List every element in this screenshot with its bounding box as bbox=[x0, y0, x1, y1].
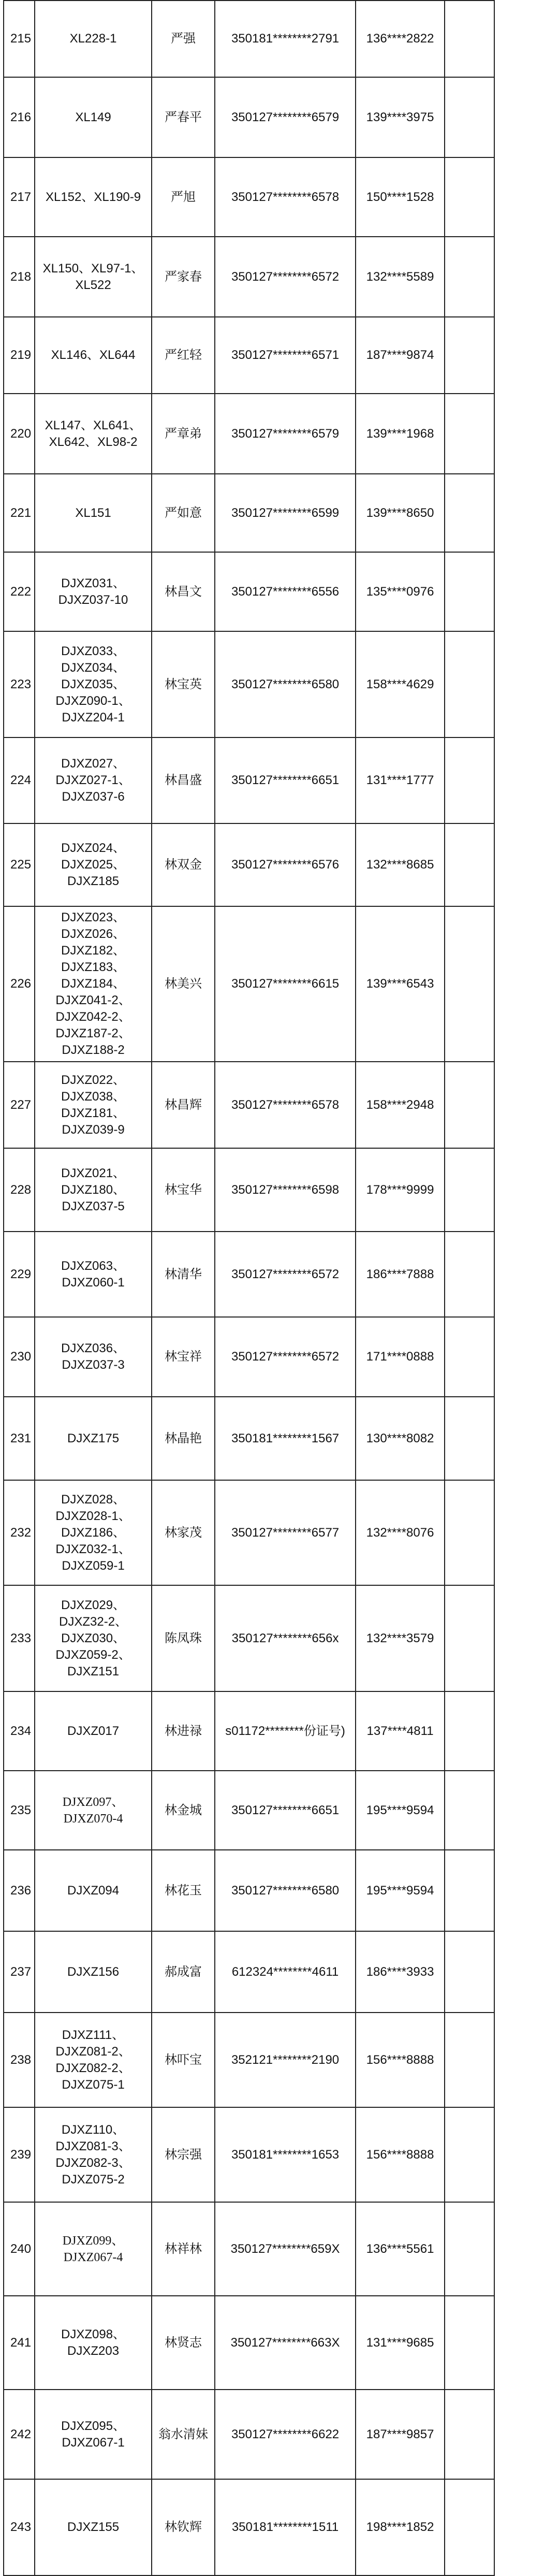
holder-name-cell: 林金城 bbox=[152, 1771, 215, 1850]
phone-cell: 187****9857 bbox=[356, 2390, 445, 2479]
row-number-cell: 243 bbox=[4, 2479, 35, 2575]
row-number-cell: 222 bbox=[4, 552, 35, 631]
phone-cell: 135****0976 bbox=[356, 552, 445, 631]
id-number-cell: 350127********663X bbox=[215, 2296, 356, 2390]
holder-name-cell: 林美兴 bbox=[152, 906, 215, 1062]
phone-cell: 156****8888 bbox=[356, 2107, 445, 2202]
lot-codes-cell: DJXZ023、 DJXZ026、 DJXZ182、 DJXZ183、 DJXZ184、 DJXZ041-2、 DJXZ042-2、 DJXZ187-2、 DJXZ188-2 bbox=[35, 906, 152, 1062]
lot-codes-cell: DJXZ033、 DJXZ034、 DJXZ035、 DJXZ090-1、 DJXZ204-1 bbox=[35, 631, 152, 737]
row-number-cell: 237 bbox=[4, 1931, 35, 2013]
holder-name-cell: 林双金 bbox=[152, 823, 215, 906]
table-row bbox=[4, 77, 494, 157]
table-row bbox=[4, 1480, 494, 1585]
remark-cell bbox=[445, 1148, 494, 1232]
id-number-cell: 350127********659X bbox=[215, 2202, 356, 2296]
remark-cell bbox=[445, 317, 494, 394]
holder-name-cell: 严强 bbox=[152, 1, 215, 77]
remark-cell bbox=[445, 1, 494, 77]
lot-codes-cell: DJXZ063、 DJXZ060-1 bbox=[35, 1232, 152, 1317]
remark-cell bbox=[445, 2296, 494, 2390]
lot-codes-cell: DJXZ028、 DJXZ028-1、 DJXZ186、 DJXZ032-1、 DJXZ059-1 bbox=[35, 1480, 152, 1585]
holder-name-cell: 严春平 bbox=[152, 77, 215, 157]
remark-cell bbox=[445, 2013, 494, 2107]
table-row bbox=[4, 1317, 494, 1397]
phone-cell: 139****8650 bbox=[356, 474, 445, 552]
id-number-cell: 350127********6576 bbox=[215, 823, 356, 906]
holder-name-cell: 林昌文 bbox=[152, 552, 215, 631]
remark-cell bbox=[445, 1691, 494, 1771]
holder-name-cell: 林晶艳 bbox=[152, 1397, 215, 1480]
table-row bbox=[4, 1691, 494, 1771]
id-number-cell: 350127********6571 bbox=[215, 317, 356, 394]
lot-codes-cell: DJXZ097、 DJXZ070-4 bbox=[35, 1771, 152, 1850]
lot-codes-cell: XL147、XL641、 XL642、XL98-2 bbox=[35, 394, 152, 474]
id-number-cell: 350127********6578 bbox=[215, 157, 356, 237]
lot-codes-cell: DJXZ110、 DJXZ081-3、 DJXZ082-3、 DJXZ075-2 bbox=[35, 2107, 152, 2202]
row-number-cell: 215 bbox=[4, 1, 35, 77]
id-number-cell: 350127********6572 bbox=[215, 237, 356, 317]
table-row bbox=[4, 1850, 494, 1931]
holder-name-cell: 林钦辉 bbox=[152, 2479, 215, 2575]
table-row bbox=[4, 1931, 494, 2013]
holder-name-cell: 林家茂 bbox=[152, 1480, 215, 1585]
phone-cell: 130****8082 bbox=[356, 1397, 445, 1480]
remark-cell bbox=[445, 1771, 494, 1850]
holder-name-cell: 严旭 bbox=[152, 157, 215, 237]
phone-cell: 131****9685 bbox=[356, 2296, 445, 2390]
holder-name-cell: 林清华 bbox=[152, 1232, 215, 1317]
row-number-cell: 226 bbox=[4, 906, 35, 1062]
table-row bbox=[4, 1771, 494, 1850]
phone-cell: 137****4811 bbox=[356, 1691, 445, 1771]
lot-codes-cell: DJXZ098、 DJXZ203 bbox=[35, 2296, 152, 2390]
table-row bbox=[4, 1, 494, 77]
holder-name-cell: 陈凤珠 bbox=[152, 1585, 215, 1691]
table-row bbox=[4, 2296, 494, 2390]
row-number-cell: 236 bbox=[4, 1850, 35, 1931]
phone-cell: 132****8685 bbox=[356, 823, 445, 906]
table-row bbox=[4, 474, 494, 552]
landholder-table bbox=[3, 0, 495, 2576]
lot-codes-cell: DJXZ156 bbox=[35, 1931, 152, 2013]
id-number-cell: 350127********6578 bbox=[215, 1062, 356, 1148]
table-row bbox=[4, 2390, 494, 2479]
remark-cell bbox=[445, 737, 494, 823]
holder-name-cell: 严红轻 bbox=[152, 317, 215, 394]
remark-cell bbox=[445, 1850, 494, 1931]
row-number-cell: 241 bbox=[4, 2296, 35, 2390]
table-row bbox=[4, 1148, 494, 1232]
row-number-cell: 239 bbox=[4, 2107, 35, 2202]
remark-cell bbox=[445, 1062, 494, 1148]
row-number-cell: 228 bbox=[4, 1148, 35, 1232]
table-row bbox=[4, 1397, 494, 1480]
phone-cell: 139****6543 bbox=[356, 906, 445, 1062]
lot-codes-cell: XL151 bbox=[35, 474, 152, 552]
table-row bbox=[4, 1585, 494, 1691]
table-row bbox=[4, 1232, 494, 1317]
phone-cell: 178****9999 bbox=[356, 1148, 445, 1232]
lot-codes-cell: DJXZ095、 DJXZ067-1 bbox=[35, 2390, 152, 2479]
row-number-cell: 232 bbox=[4, 1480, 35, 1585]
phone-cell: 136****5561 bbox=[356, 2202, 445, 2296]
remark-cell bbox=[445, 2107, 494, 2202]
holder-name-cell: 林昌盛 bbox=[152, 737, 215, 823]
id-number-cell: 350127********6615 bbox=[215, 906, 356, 1062]
table-body bbox=[4, 1, 494, 2575]
table-row bbox=[4, 2479, 494, 2575]
id-number-cell: 350181********1511 bbox=[215, 2479, 356, 2575]
holder-name-cell: 林宗强 bbox=[152, 2107, 215, 2202]
remark-cell bbox=[445, 2479, 494, 2575]
phone-cell: 139****3975 bbox=[356, 77, 445, 157]
remark-cell bbox=[445, 823, 494, 906]
holder-name-cell: 林贤志 bbox=[152, 2296, 215, 2390]
id-number-cell: 350127********6556 bbox=[215, 552, 356, 631]
lot-codes-cell: DJXZ022、 DJXZ038、 DJXZ181、 DJXZ039-9 bbox=[35, 1062, 152, 1148]
id-number-cell: 350127********6599 bbox=[215, 474, 356, 552]
row-number-cell: 223 bbox=[4, 631, 35, 737]
id-number-cell: 350127********6579 bbox=[215, 77, 356, 157]
table-row bbox=[4, 394, 494, 474]
id-number-cell: 350127********6577 bbox=[215, 1480, 356, 1585]
phone-cell: 186****7888 bbox=[356, 1232, 445, 1317]
phone-cell: 186****3933 bbox=[356, 1931, 445, 2013]
phone-cell: 158****4629 bbox=[356, 631, 445, 737]
remark-cell bbox=[445, 2202, 494, 2296]
id-number-cell: 612324********4611 bbox=[215, 1931, 356, 2013]
row-number-cell: 234 bbox=[4, 1691, 35, 1771]
holder-name-cell: 严如意 bbox=[152, 474, 215, 552]
row-number-cell: 218 bbox=[4, 237, 35, 317]
remark-cell bbox=[445, 1480, 494, 1585]
lot-codes-cell: XL150、XL97-1、 XL522 bbox=[35, 237, 152, 317]
id-number-cell: 350127********6651 bbox=[215, 1771, 356, 1850]
id-number-cell: 350127********6572 bbox=[215, 1317, 356, 1397]
id-number-cell: 350127********6572 bbox=[215, 1232, 356, 1317]
holder-name-cell: 郝成富 bbox=[152, 1931, 215, 2013]
id-number-cell: 350127********6580 bbox=[215, 1850, 356, 1931]
phone-cell: 198****1852 bbox=[356, 2479, 445, 2575]
row-number-cell: 231 bbox=[4, 1397, 35, 1480]
id-number-cell: 350127********6579 bbox=[215, 394, 356, 474]
id-number-cell: s01172********份证号) bbox=[215, 1691, 356, 1771]
table-row bbox=[4, 157, 494, 237]
table-row bbox=[4, 2013, 494, 2107]
row-number-cell: 225 bbox=[4, 823, 35, 906]
table-row bbox=[4, 2202, 494, 2296]
table-row bbox=[4, 317, 494, 394]
phone-cell: 136****2822 bbox=[356, 1, 445, 77]
row-number-cell: 229 bbox=[4, 1232, 35, 1317]
remark-cell bbox=[445, 631, 494, 737]
lot-codes-cell: DJXZ017 bbox=[35, 1691, 152, 1771]
row-number-cell: 216 bbox=[4, 77, 35, 157]
row-number-cell: 233 bbox=[4, 1585, 35, 1691]
phone-cell: 158****2948 bbox=[356, 1062, 445, 1148]
holder-name-cell: 严家春 bbox=[152, 237, 215, 317]
remark-cell bbox=[445, 474, 494, 552]
holder-name-cell: 林花玉 bbox=[152, 1850, 215, 1931]
id-number-cell: 350181********2791 bbox=[215, 1, 356, 77]
remark-cell bbox=[445, 237, 494, 317]
table-row bbox=[4, 906, 494, 1062]
remark-cell bbox=[445, 1317, 494, 1397]
id-number-cell: 350127********6622 bbox=[215, 2390, 356, 2479]
lot-codes-cell: DJXZ029、 DJXZ32-2、 DJXZ030、 DJXZ059-2、 DJXZ151 bbox=[35, 1585, 152, 1691]
lot-codes-cell: DJXZ024、 DJXZ025、 DJXZ185 bbox=[35, 823, 152, 906]
holder-name-cell: 林祥林 bbox=[152, 2202, 215, 2296]
holder-name-cell: 林进禄 bbox=[152, 1691, 215, 1771]
lot-codes-cell: DJXZ094 bbox=[35, 1850, 152, 1931]
lot-codes-cell: DJXZ027、 DJXZ027-1、 DJXZ037-6 bbox=[35, 737, 152, 823]
id-number-cell: 350127********656x bbox=[215, 1585, 356, 1691]
lot-codes-cell: DJXZ099、 DJXZ067-4 bbox=[35, 2202, 152, 2296]
row-number-cell: 240 bbox=[4, 2202, 35, 2296]
holder-name-cell: 林宝华 bbox=[152, 1148, 215, 1232]
lot-codes-cell: DJXZ031、 DJXZ037-10 bbox=[35, 552, 152, 631]
table-row bbox=[4, 823, 494, 906]
phone-cell: 195****9594 bbox=[356, 1850, 445, 1931]
remark-cell bbox=[445, 394, 494, 474]
lot-codes-cell: XL149 bbox=[35, 77, 152, 157]
phone-cell: 132****5589 bbox=[356, 237, 445, 317]
lot-codes-cell: DJXZ175 bbox=[35, 1397, 152, 1480]
id-number-cell: 352121********2190 bbox=[215, 2013, 356, 2107]
row-number-cell: 220 bbox=[4, 394, 35, 474]
phone-cell: 132****8076 bbox=[356, 1480, 445, 1585]
table-row bbox=[4, 237, 494, 317]
table-row bbox=[4, 737, 494, 823]
table-row bbox=[4, 552, 494, 631]
id-number-cell: 350181********1653 bbox=[215, 2107, 356, 2202]
phone-cell: 187****9874 bbox=[356, 317, 445, 394]
remark-cell bbox=[445, 1232, 494, 1317]
holder-name-cell: 翁水清妹 bbox=[152, 2390, 215, 2479]
remark-cell bbox=[445, 552, 494, 631]
remark-cell bbox=[445, 77, 494, 157]
row-number-cell: 235 bbox=[4, 1771, 35, 1850]
id-number-cell: 350181********1567 bbox=[215, 1397, 356, 1480]
phone-cell: 132****3579 bbox=[356, 1585, 445, 1691]
row-number-cell: 221 bbox=[4, 474, 35, 552]
row-number-cell: 238 bbox=[4, 2013, 35, 2107]
phone-cell: 131****1777 bbox=[356, 737, 445, 823]
holder-name-cell: 林昌辉 bbox=[152, 1062, 215, 1148]
lot-codes-cell: DJXZ036、 DJXZ037-3 bbox=[35, 1317, 152, 1397]
remark-cell bbox=[445, 2390, 494, 2479]
holder-name-cell: 严章弟 bbox=[152, 394, 215, 474]
remark-cell bbox=[445, 157, 494, 237]
row-number-cell: 230 bbox=[4, 1317, 35, 1397]
holder-name-cell: 林宝英 bbox=[152, 631, 215, 737]
phone-cell: 139****1968 bbox=[356, 394, 445, 474]
phone-cell: 195****9594 bbox=[356, 1771, 445, 1850]
remark-cell bbox=[445, 1931, 494, 2013]
table-row bbox=[4, 1062, 494, 1148]
phone-cell: 156****8888 bbox=[356, 2013, 445, 2107]
lot-codes-cell: DJXZ111、 DJXZ081-2、 DJXZ082-2、 DJXZ075-1 bbox=[35, 2013, 152, 2107]
holder-name-cell: 林宝祥 bbox=[152, 1317, 215, 1397]
row-number-cell: 227 bbox=[4, 1062, 35, 1148]
id-number-cell: 350127********6651 bbox=[215, 737, 356, 823]
phone-cell: 171****0888 bbox=[356, 1317, 445, 1397]
row-number-cell: 219 bbox=[4, 317, 35, 394]
lot-codes-cell: DJXZ021、 DJXZ180、 DJXZ037-5 bbox=[35, 1148, 152, 1232]
lot-codes-cell: XL228-1 bbox=[35, 1, 152, 77]
lot-codes-cell: DJXZ155 bbox=[35, 2479, 152, 2575]
id-number-cell: 350127********6580 bbox=[215, 631, 356, 737]
row-number-cell: 217 bbox=[4, 157, 35, 237]
remark-cell bbox=[445, 1397, 494, 1480]
row-number-cell: 224 bbox=[4, 737, 35, 823]
lot-codes-cell: XL146、XL644 bbox=[35, 317, 152, 394]
table-row bbox=[4, 2107, 494, 2202]
phone-cell: 150****1528 bbox=[356, 157, 445, 237]
holder-name-cell: 林吓宝 bbox=[152, 2013, 215, 2107]
lot-codes-cell: XL152、XL190-9 bbox=[35, 157, 152, 237]
remark-cell bbox=[445, 1585, 494, 1691]
id-number-cell: 350127********6598 bbox=[215, 1148, 356, 1232]
row-number-cell: 242 bbox=[4, 2390, 35, 2479]
remark-cell bbox=[445, 906, 494, 1062]
table-row bbox=[4, 631, 494, 737]
